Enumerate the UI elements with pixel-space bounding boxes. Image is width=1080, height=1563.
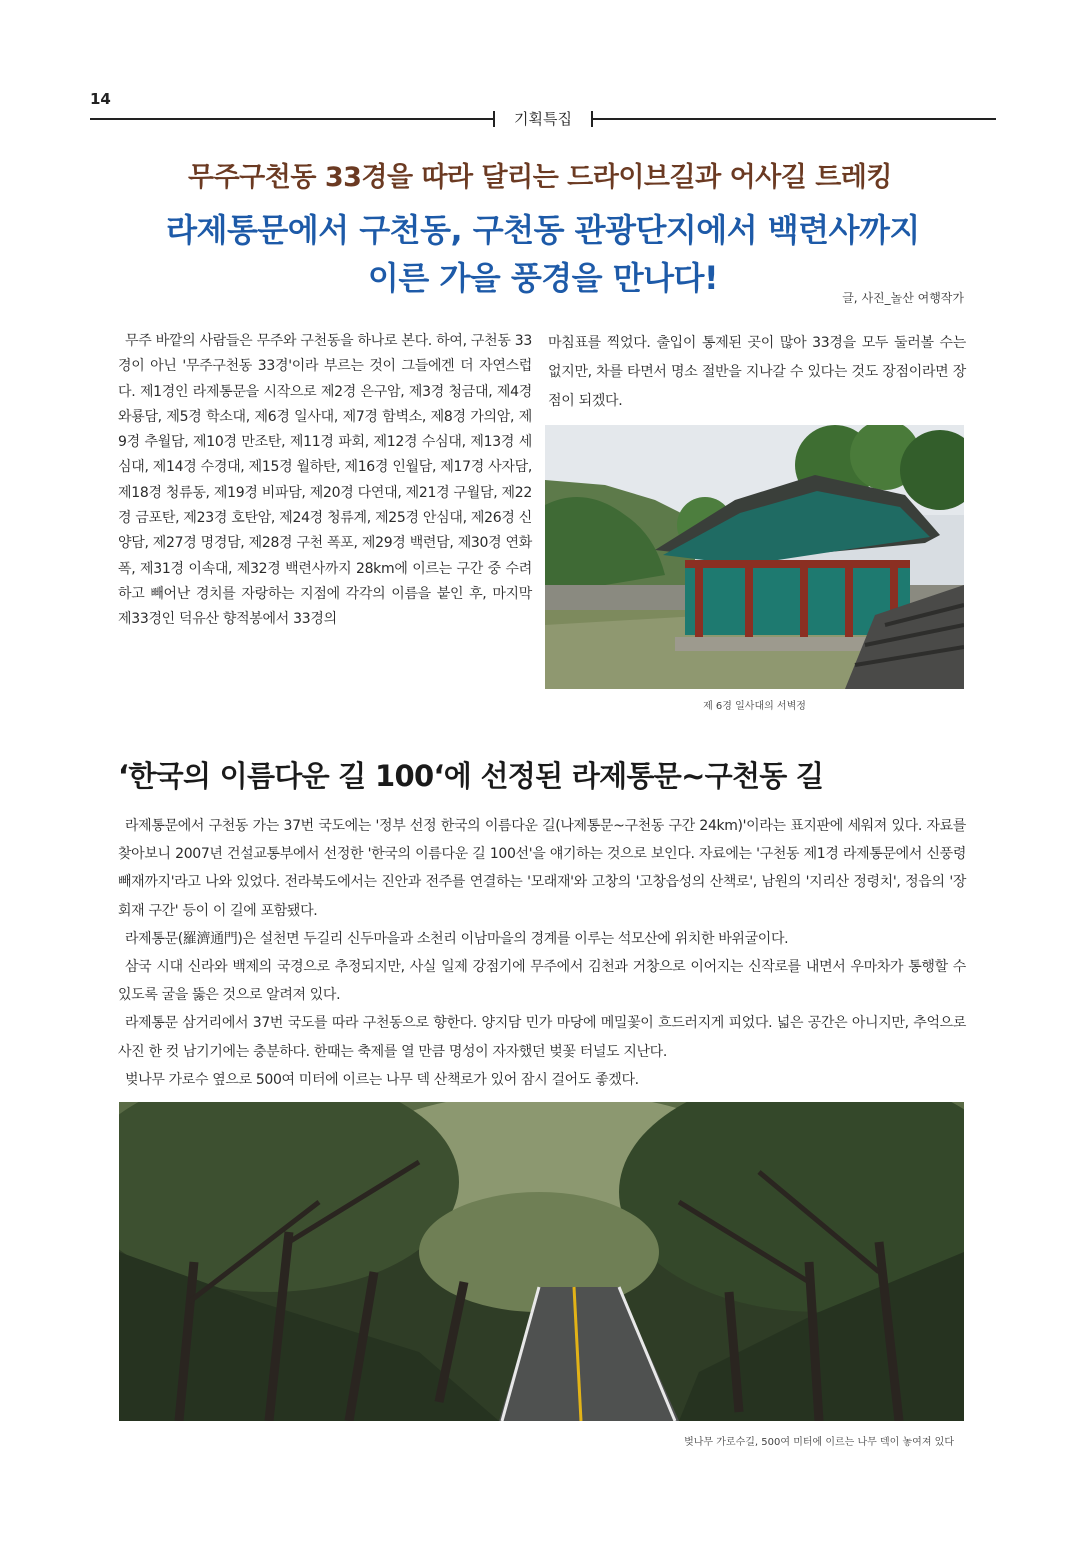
- body-paragraph-2: 라제통문(羅濟通門)은 설천면 두길리 신두마을과 소천리 이남마을의 경계를 이루는 석모산에 위치한 바위굴이다.: [125, 930, 789, 947]
- intro-column-right: [548, 329, 966, 416]
- road-photo-caption: 벚나무 가로수길, 500여 미터에 이르는 나무 덱이 놓여져 있다: [684, 1437, 954, 1448]
- section-title: ‘한국의 이름다운 길 100‘에 선정된 라제통문~구천동 길: [118, 759, 824, 793]
- tree-tunnel-illustration: [119, 1102, 964, 1421]
- body-paragraph-4: 라제통문 삼거리에서 37번 국도를 따라 구천동으로 향한다. 양지담 민가 마당에 메밀꽃이 흐드러지게 피었다. 넓은 공간은 아니지만, 추억으로 사진 한 컷 남기기에는 충분하다. 한때는 축제를 열 만큼 명성이 자자했던 벚꽃 터널도 지난다.: [118, 1015, 966, 1060]
- intro-left-paragraph: 무주 바깥의 사람들은 무주와 구천동을 하나로 본다. 하여, 구천동 33경이 아닌 '무주구천동 33경'이라 부르는 것이 그들에겐 더 자연스럽다. 제1경인 라제통문을 시작으로 제2경 은구암, 제3경 청금대, 제4경 와룡담, 제5경 학소대, 제6경 일사대, 제7경 함벽소, 제8경 가의암, 제9경 추월담, 제10경 만조탄, 제11경 파회, 제12경 수심대, 제13경 세심대, 제14경 수경대, 제15경 월하탄, 제16경 인월담, 제17경 사자담, 제18경 청류동, 제19경 비파담, 제20경 다연대, 제21경 구월담, 제22경 금포탄, 제23경 호탄암, 제24경 청류계, 제25경 안심대, 제26경 신양담, 제27경 명경담, 제28경 구천 폭포, 제29경 백련담, 제30경 연화폭, 제31경 이속대, 제32경 백련사까지 28km에 이르는 구간 중 수려하고 빼어난 경치를 자랑하는 지점에 각각의 이름을 붙인 후, 마지막 제33경인 덕유산 향적봉에서 33경의: [118, 333, 532, 628]
- body-paragraph-5: 벚나무 가로수 옆으로 500여 미터에 이르는 나무 덱 산책로가 있어 잠시 걸어도 좋겠다.: [125, 1071, 639, 1088]
- body-text: [118, 812, 966, 1094]
- rule-line-left: [90, 118, 493, 120]
- rule-bar-left: [493, 111, 495, 127]
- page-number: 14: [90, 90, 111, 108]
- cherry-tree-road-photo: [119, 1102, 964, 1421]
- body-paragraph-1: 라제통문에서 구천동 가는 37번 국도에는 '정부 선정 한국의 이름다운 길(나제통문~구천동 구간 24km)'이라는 표지판에 세워져 있다. 자료를 찾아보니 2007년 건설교통부에서 선정한 '한국의 이름다운 길 100선'을 얘기하는 것으로 보인다. 자료에는 '구천동 제1경 라제통문에서 신풍령 빼재까지'라고 나와 있었다. 전라북도에서는 진안과 전주를 연결하는 '모래재'와 고창의 '고창읍성의 산책로', 남원의 '지리산 정령치', 정읍의 '장회재 구간' 등이 이 길에 포함됐다.: [118, 818, 966, 919]
- section-header-rule: [90, 108, 996, 130]
- section-label: 기획특집: [514, 110, 572, 128]
- rule-line-right: [593, 118, 996, 120]
- article-headline: 무주구천동 33경을 따라 달리는 드라이브길과 어사길 트레킹: [188, 162, 892, 193]
- article-subhead-line1: 라제통문에서 구천동, 구천동 관광단지에서 백련사까지: [166, 211, 920, 249]
- byline: 글, 사진_놀산 여행작가: [842, 291, 964, 305]
- pavilion-illustration: [545, 425, 964, 689]
- intro-column-left: [118, 329, 532, 633]
- pavilion-photo: [545, 425, 964, 689]
- body-paragraph-3: 삼국 시대 신라와 백제의 국경으로 추정되지만, 사실 일제 강점기에 무주에서 김천과 거창으로 이어지는 신작로를 내면서 우마차가 통행할 수 있도록 굴을 뚫은 것으로 알려져 있다.: [118, 959, 966, 1004]
- article-subhead-line2: 이른 가을 풍경을 만나다!: [367, 259, 719, 297]
- pavilion-photo-caption: 제 6경 일사대의 서벽정: [703, 701, 806, 712]
- intro-right-paragraph: 마침표를 찍었다. 출입이 통제된 곳이 많아 33경을 모두 둘러볼 수는 없지만, 차를 타면서 명소 절반을 지나갈 수 있다는 것도 장점이라면 장점이 되겠다.: [548, 335, 966, 409]
